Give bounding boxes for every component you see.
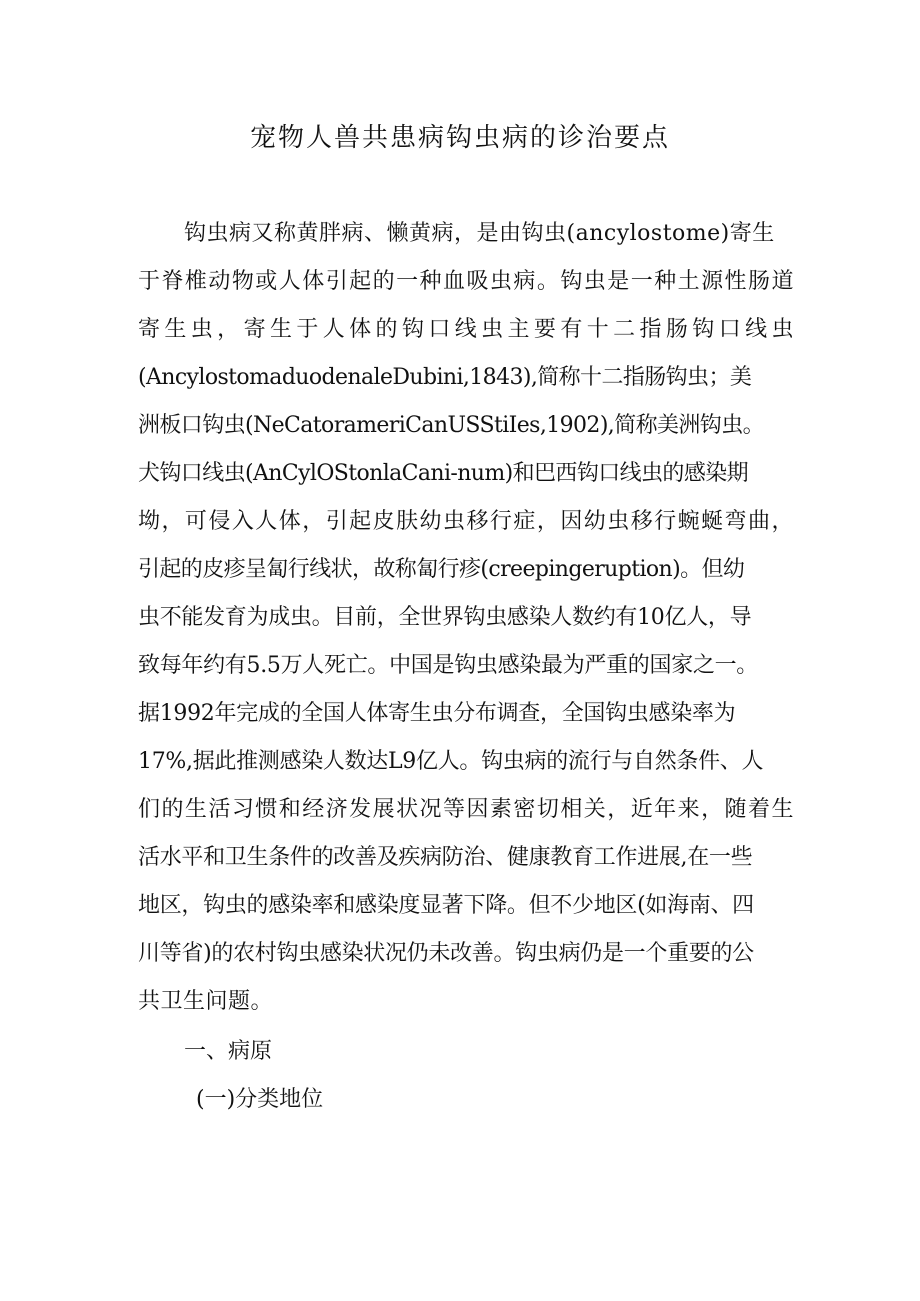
- paragraph-line: 据1992年完成的全国人体寄生虫分布调查，全国钩虫感染率为: [138, 701, 736, 726]
- paragraph-line: 共卫生问题。: [138, 989, 274, 1014]
- paragraph-line: 地区，钩虫的感染率和感染度显著下降。但不少地区(如海南、四: [138, 893, 754, 918]
- section-heading: 一、病原: [184, 1039, 273, 1064]
- paragraph-line: 犬钩口线虫(AnCylOStonlaCani-num)和巴西钩口线虫的感染期: [138, 461, 749, 486]
- paragraph-line: 川等省)的农村钩虫感染状况仍未改善。钩虫病仍是一个重要的公: [138, 941, 754, 966]
- paragraph-line: 引起的皮疹呈匐行线状，故称匐行疹(creepingeruption)。但幼: [138, 557, 745, 582]
- paragraph-line: (AncylostomaduodenaleDubini,1843),简称十二指肠钩虫；美: [138, 365, 752, 390]
- paragraph-line: 于脊椎动物或人体引起的一种血吸虫病。钩虫是一种土源性肠道: [138, 269, 794, 294]
- paragraph-line: 活水平和卫生条件的改善及疾病防治、健康教育工作进展,在一些: [138, 845, 753, 870]
- paragraph-line: 寄生虫，寄生于人体的钩口线虫主要有十二指肠钩口线虫: [138, 317, 794, 342]
- paragraph-line: 坳，可侵入人体，引起皮肤幼虫移行症，因幼虫移行蜿蜒弯曲，: [138, 509, 794, 534]
- paragraph-line: 洲板口钩虫(NeCatorameriCanUSStiIes,1902),简称美洲钩虫。: [138, 413, 765, 438]
- paragraph-line: 致每年约有5.5万人死亡。中国是钩虫感染最为严重的国家之一。: [138, 653, 758, 678]
- paragraph-line: 虫不能发育为成虫。目前，全世界钩虫感染人数约有10亿人，导: [138, 605, 752, 630]
- page-title: 宠物人兽共患病钩虫病的诊治要点: [249, 123, 670, 153]
- paragraph-line: 17%,据此推测感染人数达L9亿人。钩虫病的流行与自然条件、人: [138, 749, 764, 774]
- subsection-heading: (一)分类地位: [196, 1087, 324, 1112]
- paragraph-line: 们的生活习惯和经济发展状况等因素密切相关，近年来，随着生: [138, 797, 794, 822]
- paragraph-line: 钩虫病又称黄胖病、懒黄病，是由钩虫(ancylostome)寄生: [184, 221, 775, 246]
